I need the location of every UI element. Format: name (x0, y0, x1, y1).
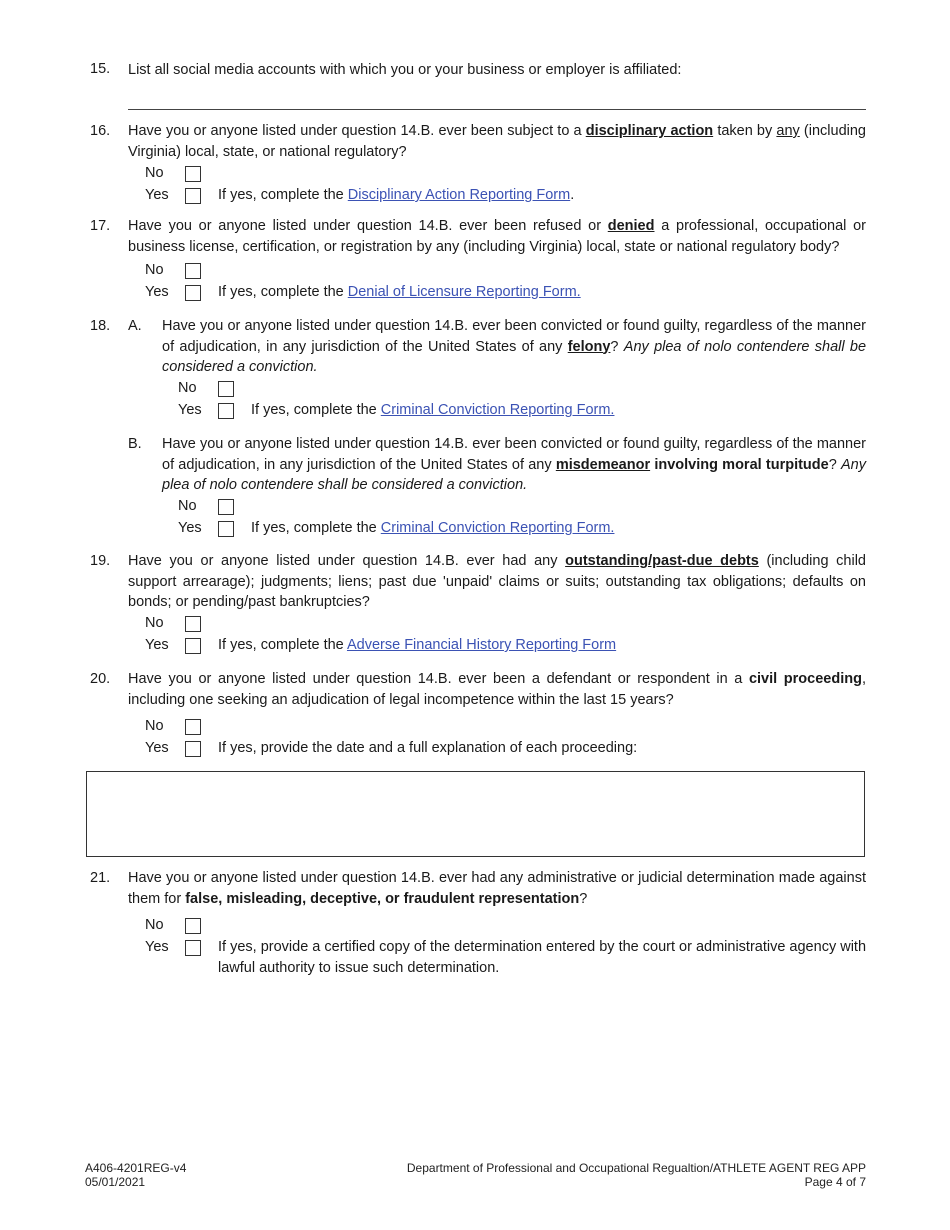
q16-yes-checkbox[interactable] (185, 188, 201, 204)
yes-label: Yes (145, 939, 169, 955)
question-number: 17. (90, 218, 111, 234)
question-number: 16. (90, 123, 111, 139)
department-name: Department of Professional and Occupational Regualtion/ATHLETE AGENT REG APP (406, 1161, 866, 1175)
q21-if-yes: If yes, provide a certified copy of the determination entered by the court or administrative agency with lawful authority to issue such determination. (218, 939, 867, 976)
q17-no-checkbox[interactable] (185, 263, 201, 279)
q17-if-yes: If yes, complete the Denial of Licensure Reporting Form. (218, 284, 581, 300)
q20-if-yes: If yes, provide the date and a full explanation of each proceeding: (218, 740, 638, 756)
criminal-conviction-form-link[interactable]: Criminal Conviction Reporting Form. (380, 520, 615, 536)
q18b-if-yes: If yes, complete the Criminal Conviction Reporting Form. (251, 520, 615, 536)
yes-label: Yes (145, 284, 169, 300)
q17-yes-checkbox[interactable] (185, 285, 201, 301)
yes-label: Yes (145, 187, 169, 203)
criminal-conviction-form-link[interactable]: Criminal Conviction Reporting Form. (380, 402, 615, 418)
question-15-text: List all social media accounts with which you or your business or employer is affiliated: (128, 62, 682, 78)
question-number: 21. (90, 870, 111, 886)
question-number: 15. (90, 61, 111, 77)
no-label: No (145, 165, 164, 181)
disciplinary-action-form-link[interactable]: Disciplinary Action Reporting Form (347, 187, 571, 203)
yes-label: Yes (145, 740, 169, 756)
q19-if-yes: If yes, complete the Adverse Financial History Reporting Form (218, 637, 617, 653)
question-number: 18. (90, 318, 111, 334)
q19-no-checkbox[interactable] (185, 616, 201, 632)
q18a-if-yes: If yes, complete the Criminal Conviction Reporting Form. (251, 402, 615, 418)
no-label: No (145, 917, 164, 933)
yes-label: Yes (145, 637, 169, 653)
denial-of-licensure-form-link[interactable]: Denial of Licensure Reporting Form. (347, 284, 581, 300)
no-label: No (178, 498, 197, 514)
question-number: 20. (90, 671, 111, 687)
q19-yes-checkbox[interactable] (185, 638, 201, 654)
no-label: No (145, 615, 164, 631)
form-date: 05/01/2021 (85, 1175, 146, 1189)
q20-yes-checkbox[interactable] (185, 741, 201, 757)
q16-no-checkbox[interactable] (185, 166, 201, 182)
q21-no-checkbox[interactable] (185, 918, 201, 934)
question-18b-text: Have you or anyone listed under question 14.B. ever been convicted or found guilty, regardless of the manner of adjudication, in any jurisdiction of the United States of any misdemeanor involving moral turpitude? Any plea of nolo contendere shall be considered a conviction. (162, 436, 867, 493)
question-16-text: Have you or anyone listed under question 14.B. ever been subject to a disciplinary action taken by any (including Virginia) local, state, or national regulatory? (128, 123, 866, 160)
social-media-answer-line[interactable] (128, 109, 866, 110)
question-20-text: Have you or anyone listed under question 14.B. ever been a defendant or respondent in a civil proceeding, including one seeking an adjudication of legal incompetence within the last 15 years? (128, 671, 866, 708)
page-number: Page 4 of 7 (804, 1175, 866, 1189)
sub-question-letter: A. (128, 318, 142, 334)
question-18a-text: Have you or anyone listed under question 14.B. ever been convicted or found guilty, regardless of the manner of adjudication, in any jurisdiction of the United States of any felony? Any plea of nolo contendere shall be considered a conviction. (162, 318, 867, 375)
question-number: 19. (90, 553, 111, 569)
civil-proceeding-explanation-box[interactable] (86, 771, 865, 857)
q21-yes-checkbox[interactable] (185, 940, 201, 956)
adverse-financial-history-form-link[interactable]: Adverse Financial History Reporting Form (346, 637, 617, 653)
no-label: No (145, 718, 164, 734)
question-17-text: Have you or anyone listed under question 14.B. ever been refused or denied a professional, occupational or business license, certification, or registration by any (including Virginia) local, state or national regulatory body? (128, 218, 866, 255)
yes-label: Yes (178, 520, 202, 536)
form-id: A406-4201REG-v4 (85, 1161, 187, 1175)
question-19-text: Have you or anyone listed under question 14.B. ever had any outstanding/past-due debts (including child support arrearage); judgments; liens; past due 'unpaid' claims or suits; outstanding tax obligations; defaults on bonds; or pending/past bankruptcies? (128, 553, 866, 610)
q16-if-yes: If yes, complete the Disciplinary Action Reporting Form. (218, 187, 575, 203)
q18a-yes-checkbox[interactable] (218, 403, 234, 419)
no-label: No (145, 262, 164, 278)
question-21-text: Have you or anyone listed under question 14.B. ever had any administrative or judicial determination made against them for false, misleading, deceptive, or fraudulent representation? (128, 870, 866, 907)
yes-label: Yes (178, 402, 202, 418)
q18b-no-checkbox[interactable] (218, 499, 234, 515)
q18a-no-checkbox[interactable] (218, 381, 234, 397)
no-label: No (178, 380, 197, 396)
q20-no-checkbox[interactable] (185, 719, 201, 735)
sub-question-letter: B. (128, 436, 142, 452)
q18b-yes-checkbox[interactable] (218, 521, 234, 537)
